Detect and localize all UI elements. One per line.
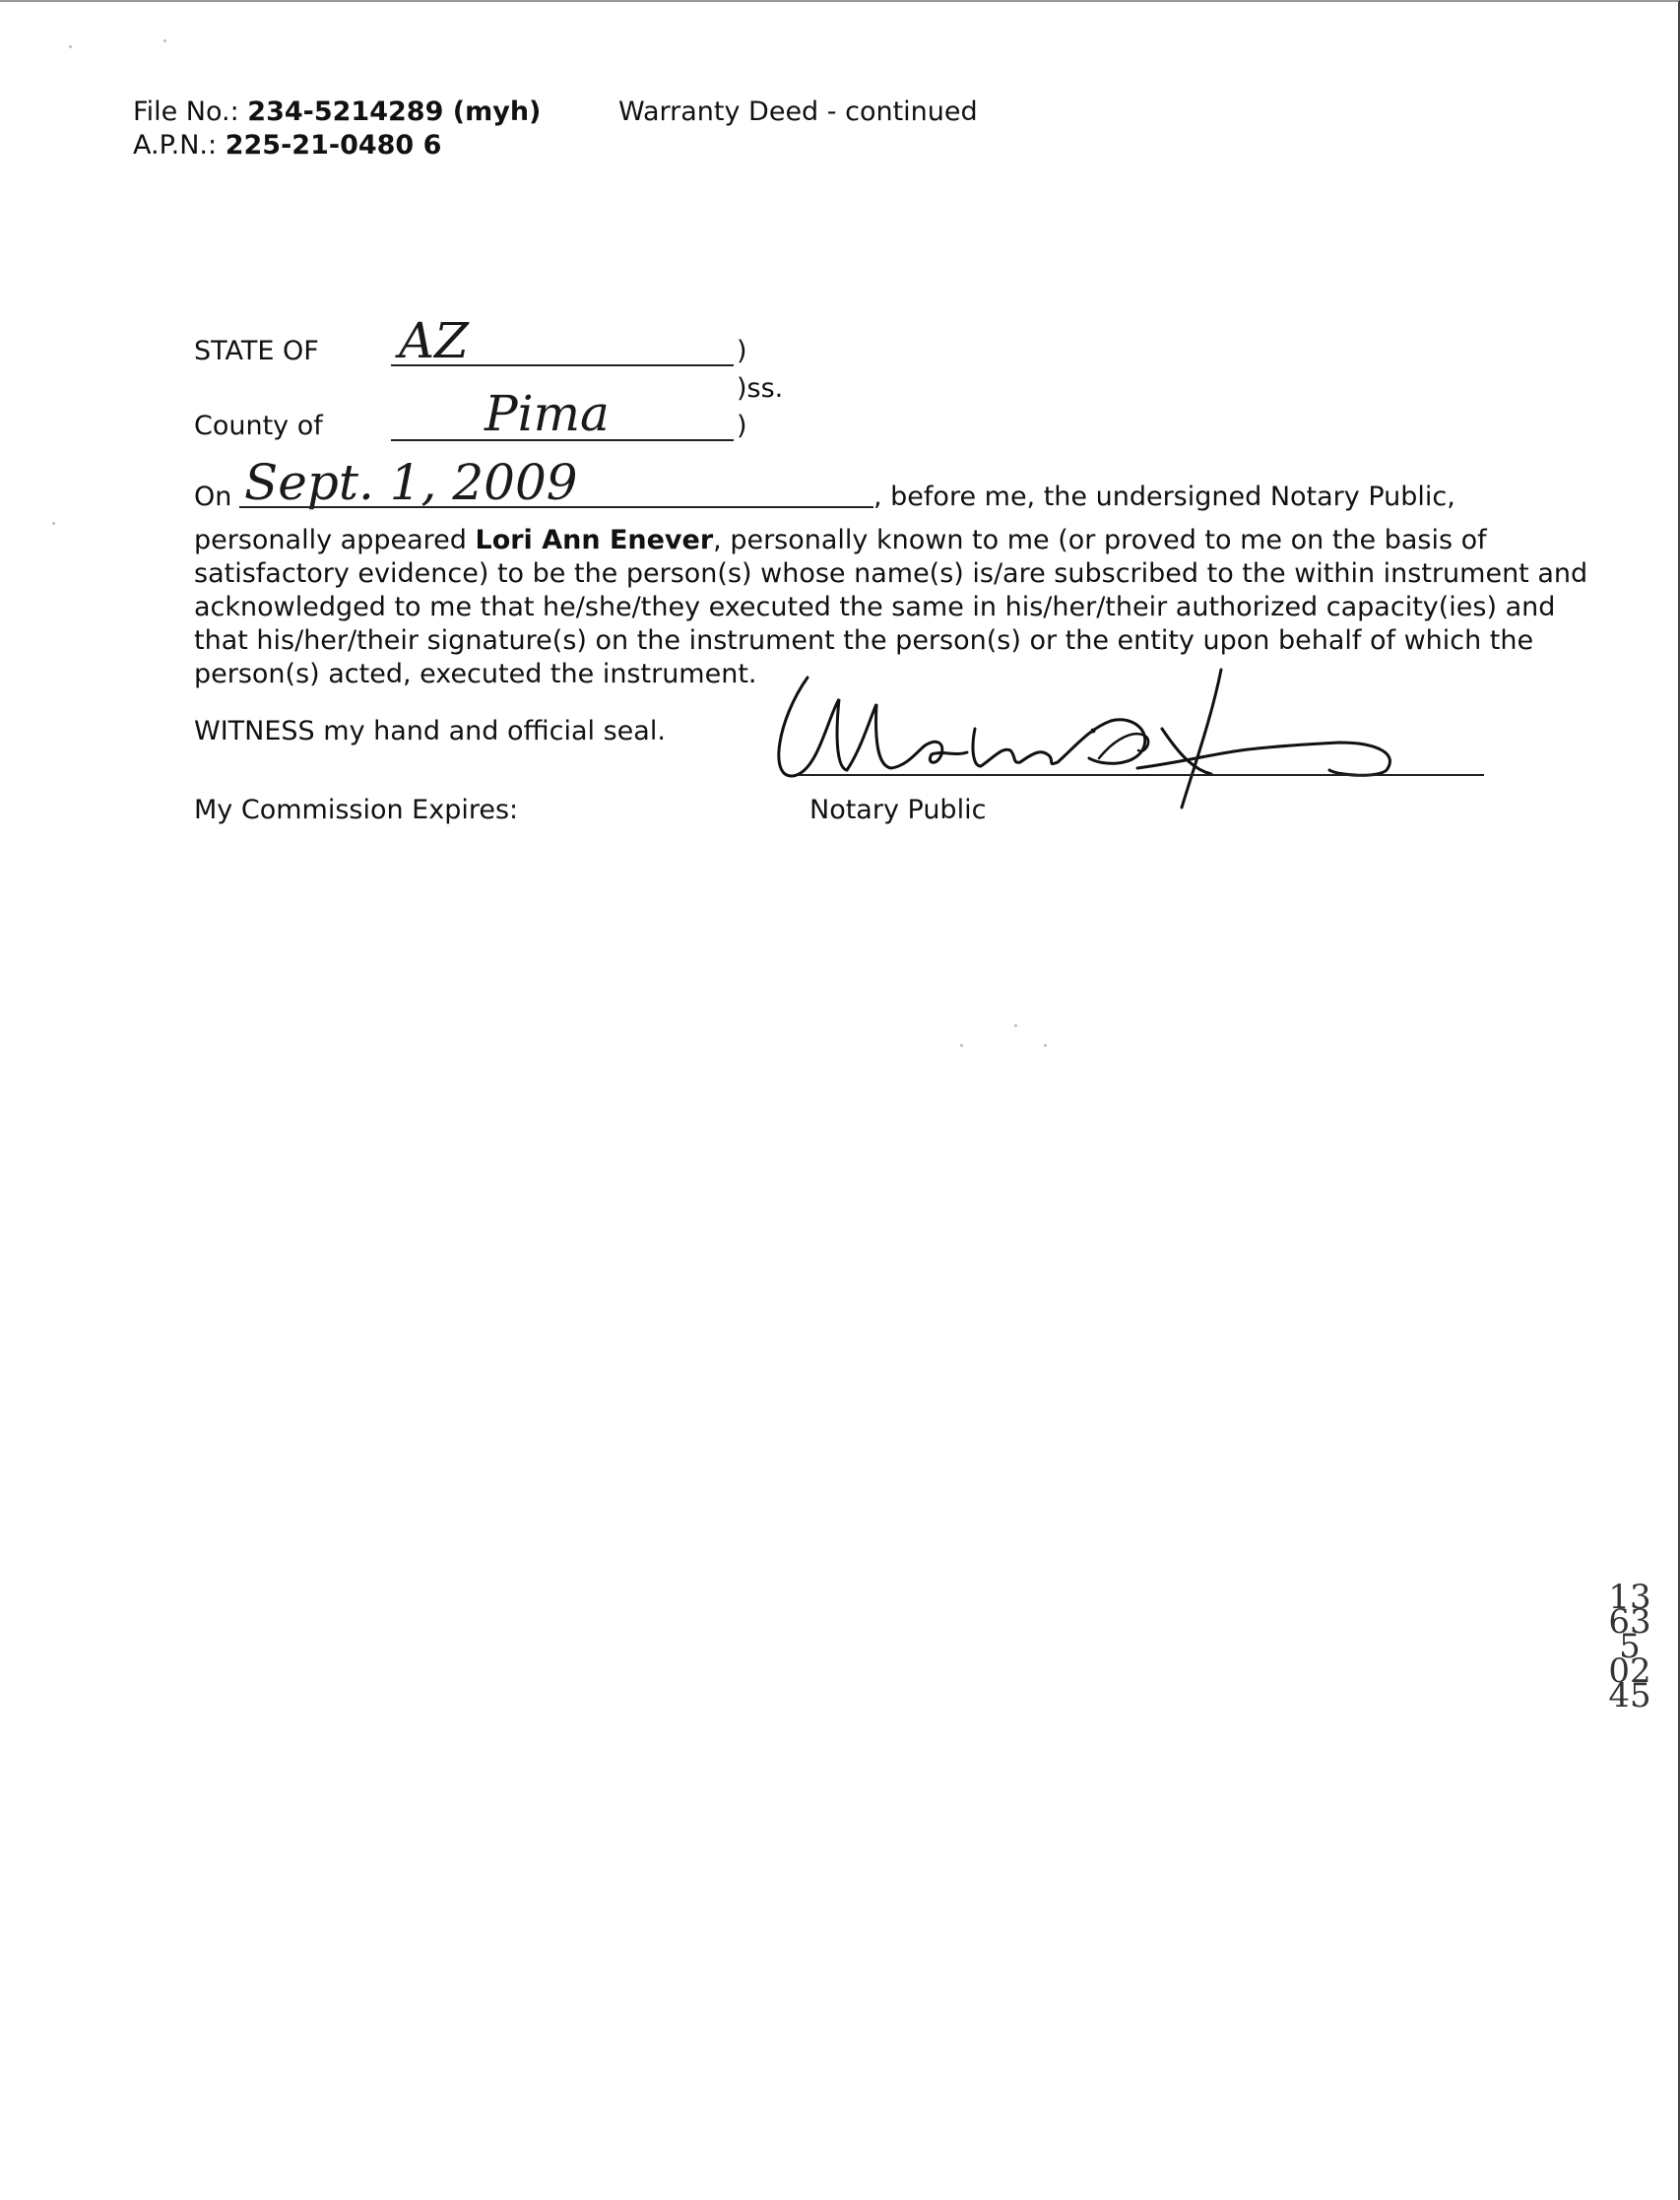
notary-public-label: Notary Public bbox=[809, 795, 987, 825]
ss-marker: )ss. bbox=[737, 373, 784, 404]
county-label: County of bbox=[194, 411, 323, 441]
scan-speck bbox=[1044, 1044, 1047, 1047]
notary-signature-line bbox=[798, 774, 1484, 776]
scan-speck bbox=[960, 1044, 963, 1047]
file-number-label: File No.: bbox=[133, 97, 239, 127]
scan-speck bbox=[52, 522, 55, 525]
ack-line-5: that his/her/their signature(s) on the instrument the person(s) or the entity upon behalf of which the bbox=[194, 625, 1534, 656]
state-underline bbox=[391, 364, 734, 366]
scan-speck bbox=[1014, 1024, 1017, 1027]
state-handwritten-value: AZ bbox=[399, 312, 469, 369]
apn-line bbox=[133, 129, 441, 162]
apn-label: A.P.N.: bbox=[133, 130, 218, 161]
ack-line-2-pre: personally appeared bbox=[194, 525, 476, 555]
recording-stamp: 13635 0245 bbox=[1608, 1578, 1651, 1715]
date-handwritten-value: Sept. 1, 2009 bbox=[244, 454, 578, 511]
county-paren: ) bbox=[737, 411, 747, 441]
file-number-value: 234-5214289 (myh) bbox=[247, 97, 542, 127]
apn-value: 225-21-0480 6 bbox=[225, 130, 442, 161]
ack-line-4: acknowledged to me that he/she/they executed the same in his/her/their authorized capacity(ies) and bbox=[194, 592, 1556, 622]
state-paren: ) bbox=[737, 336, 747, 366]
date-underline bbox=[239, 506, 873, 508]
before-me-text: , before me, the undersigned Notary Public, bbox=[873, 482, 1455, 512]
on-label: On bbox=[194, 482, 232, 512]
ack-line-3: satisfactory evidence) to be the person(s) whose name(s) is/are subscribed to the within instrument and bbox=[194, 558, 1588, 589]
ack-line-6: person(s) acted, executed the instrument. bbox=[194, 659, 757, 689]
county-underline bbox=[391, 439, 734, 441]
witness-text: WITNESS my hand and official seal. bbox=[194, 716, 666, 746]
ack-line-2 bbox=[194, 524, 1487, 557]
commission-expires-label: My Commission Expires: bbox=[194, 795, 519, 825]
state-label: STATE OF bbox=[194, 336, 319, 366]
file-number-line bbox=[133, 96, 541, 129]
scan-speck bbox=[163, 39, 166, 42]
signer-name: Lori Ann Enever bbox=[475, 525, 714, 555]
county-handwritten-value: Pima bbox=[485, 385, 610, 442]
document-title: Warranty Deed - continued bbox=[618, 97, 978, 127]
scan-speck bbox=[69, 45, 72, 48]
ack-line-2-post: , personally known to me (or proved to me on the basis of bbox=[713, 525, 1487, 555]
